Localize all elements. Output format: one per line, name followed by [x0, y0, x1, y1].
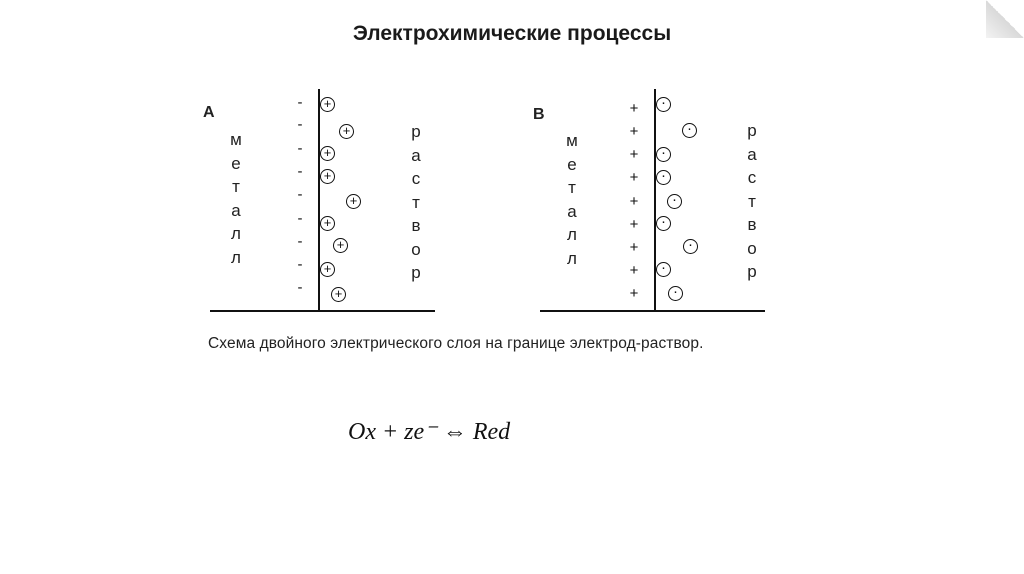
- electrode-charge: -: [297, 256, 303, 273]
- panel-b-metal-label: [562, 129, 582, 270]
- electrode-charge: +: [629, 123, 639, 140]
- solution-ion: +: [339, 124, 354, 139]
- redox-equation: Ox + ze⁻ ⇔ Red: [348, 419, 511, 445]
- slide-title: Электрохимические процессы: [352, 22, 672, 45]
- solution-letter: т: [748, 191, 756, 211]
- solution-ion: ·: [656, 97, 671, 112]
- solution-ion: +: [320, 262, 335, 277]
- solution-ion: +: [346, 194, 361, 209]
- solution-letter: т: [412, 192, 420, 212]
- panel-b-electrode: [654, 89, 656, 311]
- metal-letter: т: [232, 177, 240, 196]
- metal-letter: е: [231, 153, 241, 173]
- solution-ion: +: [331, 287, 346, 302]
- solution-letter: р: [747, 121, 757, 140]
- solution-ion: ·: [682, 123, 697, 138]
- solution-ion: ·: [656, 216, 671, 231]
- panel-b-solution-label: [742, 119, 762, 284]
- electrode-charge: +: [629, 169, 639, 186]
- electrode-charge: +: [629, 193, 639, 210]
- metal-letter: л: [567, 225, 577, 244]
- electrode-charge: +: [629, 100, 639, 117]
- solution-letter: о: [411, 239, 421, 259]
- metal-letter: л: [231, 224, 241, 243]
- electrode-charge: -: [297, 186, 303, 203]
- solution-ion: ·: [683, 239, 698, 254]
- panel-a-metal-label: [226, 128, 246, 269]
- electrode-charge: +: [629, 146, 639, 163]
- panel-a-baseline: [210, 310, 435, 312]
- solution-letter: р: [411, 122, 421, 141]
- electrode-charge: -: [297, 163, 303, 180]
- diagram-caption: Схема двойного электрического слоя на границе электрод-раствор.: [208, 335, 704, 352]
- solution-letter: а: [747, 144, 757, 164]
- electrode-charge: -: [297, 233, 303, 250]
- electrode-charge: -: [297, 116, 303, 133]
- metal-letter: т: [568, 178, 576, 197]
- solution-ion: ·: [656, 170, 671, 185]
- electrode-charge: -: [297, 210, 303, 227]
- metal-letter: а: [567, 201, 577, 221]
- metal-letter: м: [566, 131, 578, 150]
- metal-letter: е: [567, 154, 577, 174]
- solution-letter: а: [411, 145, 421, 165]
- electrode-charge: +: [629, 285, 639, 302]
- electrode-charge: -: [297, 140, 303, 157]
- solution-ion: ·: [667, 194, 682, 209]
- metal-letter: а: [231, 200, 241, 220]
- solution-ion: +: [320, 146, 335, 161]
- solution-letter: р: [747, 262, 757, 281]
- panel-a-electrode: [318, 89, 320, 311]
- electrode-charge: -: [297, 279, 303, 296]
- solution-ion: ·: [656, 147, 671, 162]
- electrode-charge: -: [297, 94, 303, 111]
- electrode-charge: +: [629, 216, 639, 233]
- solution-ion: ·: [668, 286, 683, 301]
- solution-letter: в: [411, 216, 421, 235]
- solution-ion: +: [333, 238, 348, 253]
- solution-letter: о: [747, 238, 757, 258]
- solution-ion: +: [320, 216, 335, 231]
- panel-b-label: B: [533, 106, 545, 123]
- solution-letter: в: [747, 215, 757, 234]
- electrode-charge: +: [629, 239, 639, 256]
- metal-letter: л: [231, 247, 241, 267]
- solution-ion: +: [320, 97, 335, 112]
- solution-letter: с: [411, 169, 421, 188]
- solution-letter: р: [411, 263, 421, 282]
- solution-letter: с: [747, 168, 757, 187]
- panel-a-solution-label: [406, 120, 426, 285]
- panel-b-baseline: [540, 310, 765, 312]
- solution-ion: +: [320, 169, 335, 184]
- metal-letter: м: [230, 130, 242, 149]
- metal-letter: л: [567, 248, 577, 268]
- panel-a-label: A: [203, 104, 215, 121]
- solution-ion: ·: [656, 262, 671, 277]
- electrode-charge: +: [629, 262, 639, 279]
